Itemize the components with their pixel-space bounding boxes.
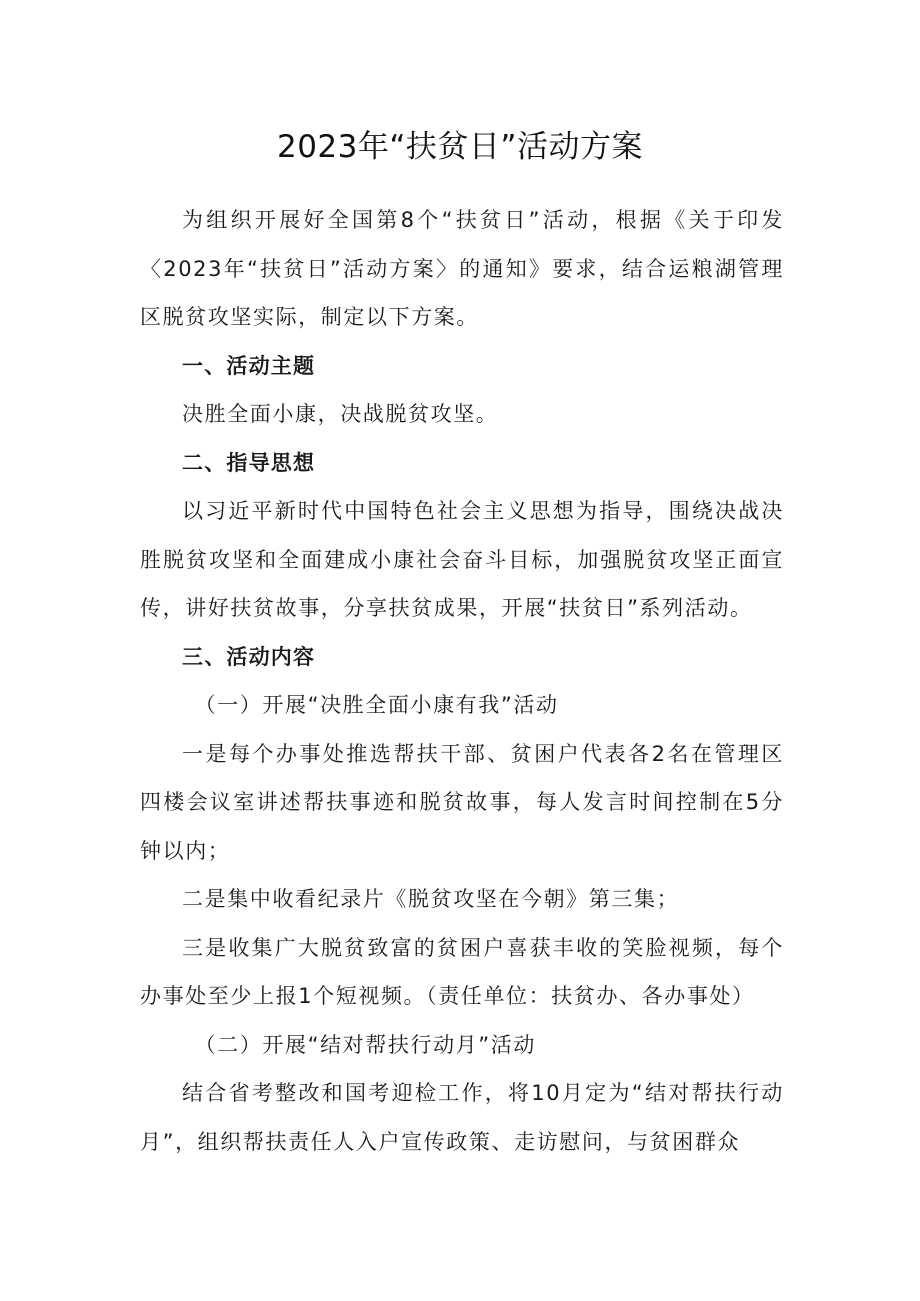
activity-item-3: 三是收集广大脱贫致富的贫困户喜获丰收的笑脸视频，每个办事处至少上报1个短视频。（责任单位：扶贫办、各办事处） xyxy=(140,935,784,1008)
section-text-theme: 决胜全面小康，决战脱贫攻坚。 xyxy=(182,402,499,426)
section-heading-guiding-thought: 二、指导思想 xyxy=(182,450,316,475)
section-heading-activity-content: 三、活动内容 xyxy=(182,644,316,669)
document-body xyxy=(140,196,784,1166)
activity-item-2: 二是集中收看纪录片《脱贫攻坚在今朝》第三集； xyxy=(182,887,680,911)
subsection-text-2: 结合省考整改和国考迎检工作，将10月定为“结对帮扶行动月”，组织帮扶责任人入户宣传政策、走访慰问，与贫困群众 xyxy=(140,1081,784,1154)
activity-item-1: 一是每个办事处推选帮扶干部、贫困户代表各2名在管理区四楼会议室讲述帮扶事迹和脱贫故事，每人发言时间控制在5分钟以内； xyxy=(140,741,784,863)
subsection-heading-1: （一）开展“决胜全面小康有我”活动 xyxy=(194,693,559,717)
section-text-guiding-thought: 以习近平新时代中国特色社会主义思想为指导，围绕决战决胜脱贫攻坚和全面建成小康社会奋斗目标，加强脱贫攻坚正面宣传，讲好扶贫故事，分享扶贫成果，开展“扶贫日”系列活动。 xyxy=(140,499,784,620)
document-title: 2023年“扶贫日”活动方案 xyxy=(276,129,643,165)
subsection-heading-2: （二）开展“结对帮扶行动月”活动 xyxy=(194,1032,536,1057)
intro-paragraph: 为组织开展好全国第8个“扶贫日”活动，根据《关于印发〈2023年“扶贫日”活动方案〉的通知》要求，结合运粮湖管理区脱贫攻坚实际，制定以下方案。 xyxy=(140,208,784,329)
section-heading-theme: 一、活动主题 xyxy=(182,353,316,378)
